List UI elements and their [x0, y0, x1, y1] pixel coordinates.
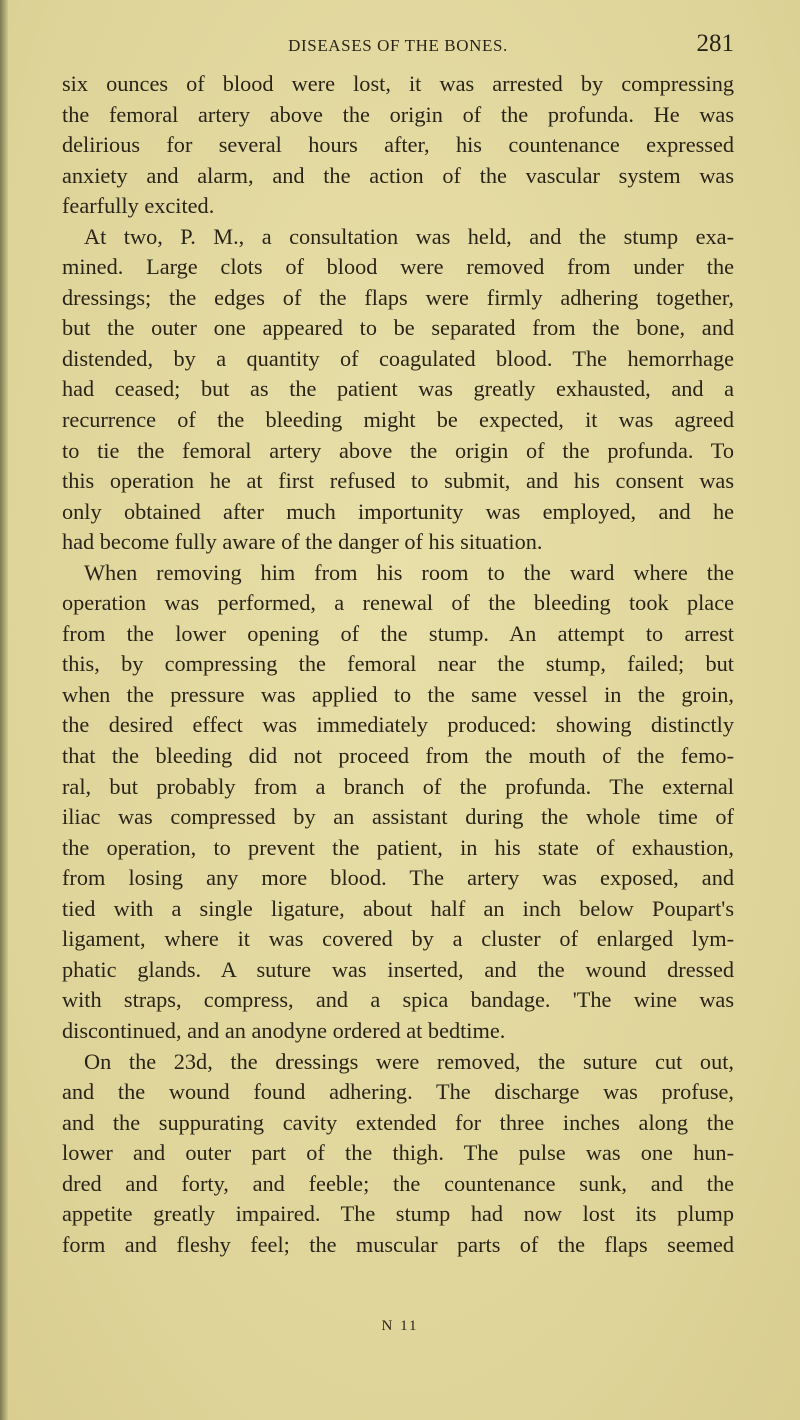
text-line: operation was performed, a renewal of the bleeding took place [62, 590, 734, 616]
text-line: tied with a single ligature, about half an inch below Poupart's [62, 895, 734, 921]
text-line: When removing him from his room to the ward where the [84, 559, 734, 585]
text-line: this operation he at first refused to submit, and his consent was [62, 468, 734, 494]
text-line: and the wound found adhering. The discharge was profuse, [62, 1079, 734, 1105]
text-line: the femoral artery above the origin of the profunda. He was [62, 101, 734, 127]
text-line: six ounces of blood were lost, it was arrested by compressing [62, 71, 734, 96]
text-line: form and fleshy feel; the muscular parts of the flaps seemed [62, 1231, 734, 1257]
running-title: DISEASES OF THE BONES. [288, 36, 508, 55]
text-line: ral, but probably from a branch of the profunda. The external [62, 773, 734, 799]
text-line: with straps, compress, and a spica bandage. 'The wine was [62, 987, 734, 1013]
text-line: from the lower opening of the stump. An attempt to arrest [62, 620, 734, 646]
text-line: discontinued, and an anodyne ordered at bedtime. [62, 1017, 506, 1043]
text-line: when the pressure was applied to the same vessel in the groin, [62, 681, 734, 707]
text-line: to tie the femoral artery above the origin of the profunda. To [62, 437, 734, 463]
text-line: from losing any more blood. The artery was exposed, and [62, 865, 734, 891]
text-line: anxiety and alarm, and the action of the vascular system was [62, 162, 734, 188]
page-edge [0, 0, 8, 1420]
text-line: the operation, to prevent the patient, in his state of exhaustion, [62, 834, 734, 860]
signature-mark: N 11 [381, 1318, 419, 1334]
text-line: fearfully excited. [62, 193, 215, 219]
text-line: appetite greatly impaired. The stump had now lost its plump [62, 1201, 734, 1227]
text-line: lower and outer part of the thigh. The pulse was one hun- [62, 1140, 734, 1166]
text-line: but the outer one appeared to be separated from the bone, and [62, 315, 734, 341]
text-line: iliac was compressed by an assistant during the whole time of [62, 804, 734, 830]
text-line: that the bleeding did not proceed from the mouth of the femo- [62, 743, 734, 769]
text-line: this, by compressing the femoral near the stump, failed; but [62, 651, 734, 677]
text-line: At two, P. M., a consultation was held, and the stump exa- [84, 223, 734, 249]
text-line: the desired effect was immediately produced: showing distinctly [62, 712, 734, 738]
text-line: dred and forty, and feeble; the countenance sunk, and the [62, 1170, 734, 1196]
text-line: had become fully aware of the danger of his situation. [62, 529, 543, 555]
text-line: had ceased; but as the patient was greatly exhausted, and a [62, 376, 734, 402]
text-line: dressings; the edges of the flaps were firmly adhering together, [62, 284, 734, 310]
text-line: phatic glands. A suture was inserted, and the wound dressed [62, 956, 734, 982]
page-number: 281 [696, 30, 734, 57]
text-line: distended, by a quantity of coagulated blood. The hemorrhage [62, 345, 734, 371]
body-text [62, 69, 734, 1260]
text-line: On the 23d, the dressings were removed, the suture cut out, [84, 1048, 734, 1074]
text-line: delirious for several hours after, his countenance expressed [62, 132, 734, 158]
text-line: recurrence of the bleeding might be expected, it was agreed [62, 407, 734, 433]
text-line: only obtained after much importunity was employed, and he [62, 498, 734, 524]
page-header [62, 30, 734, 64]
text-line: mined. Large clots of blood were removed from under the [62, 254, 734, 280]
text-line: and the suppurating cavity extended for three inches along the [62, 1109, 734, 1135]
text-line: ligament, where it was covered by a cluster of enlarged lym- [62, 926, 734, 952]
